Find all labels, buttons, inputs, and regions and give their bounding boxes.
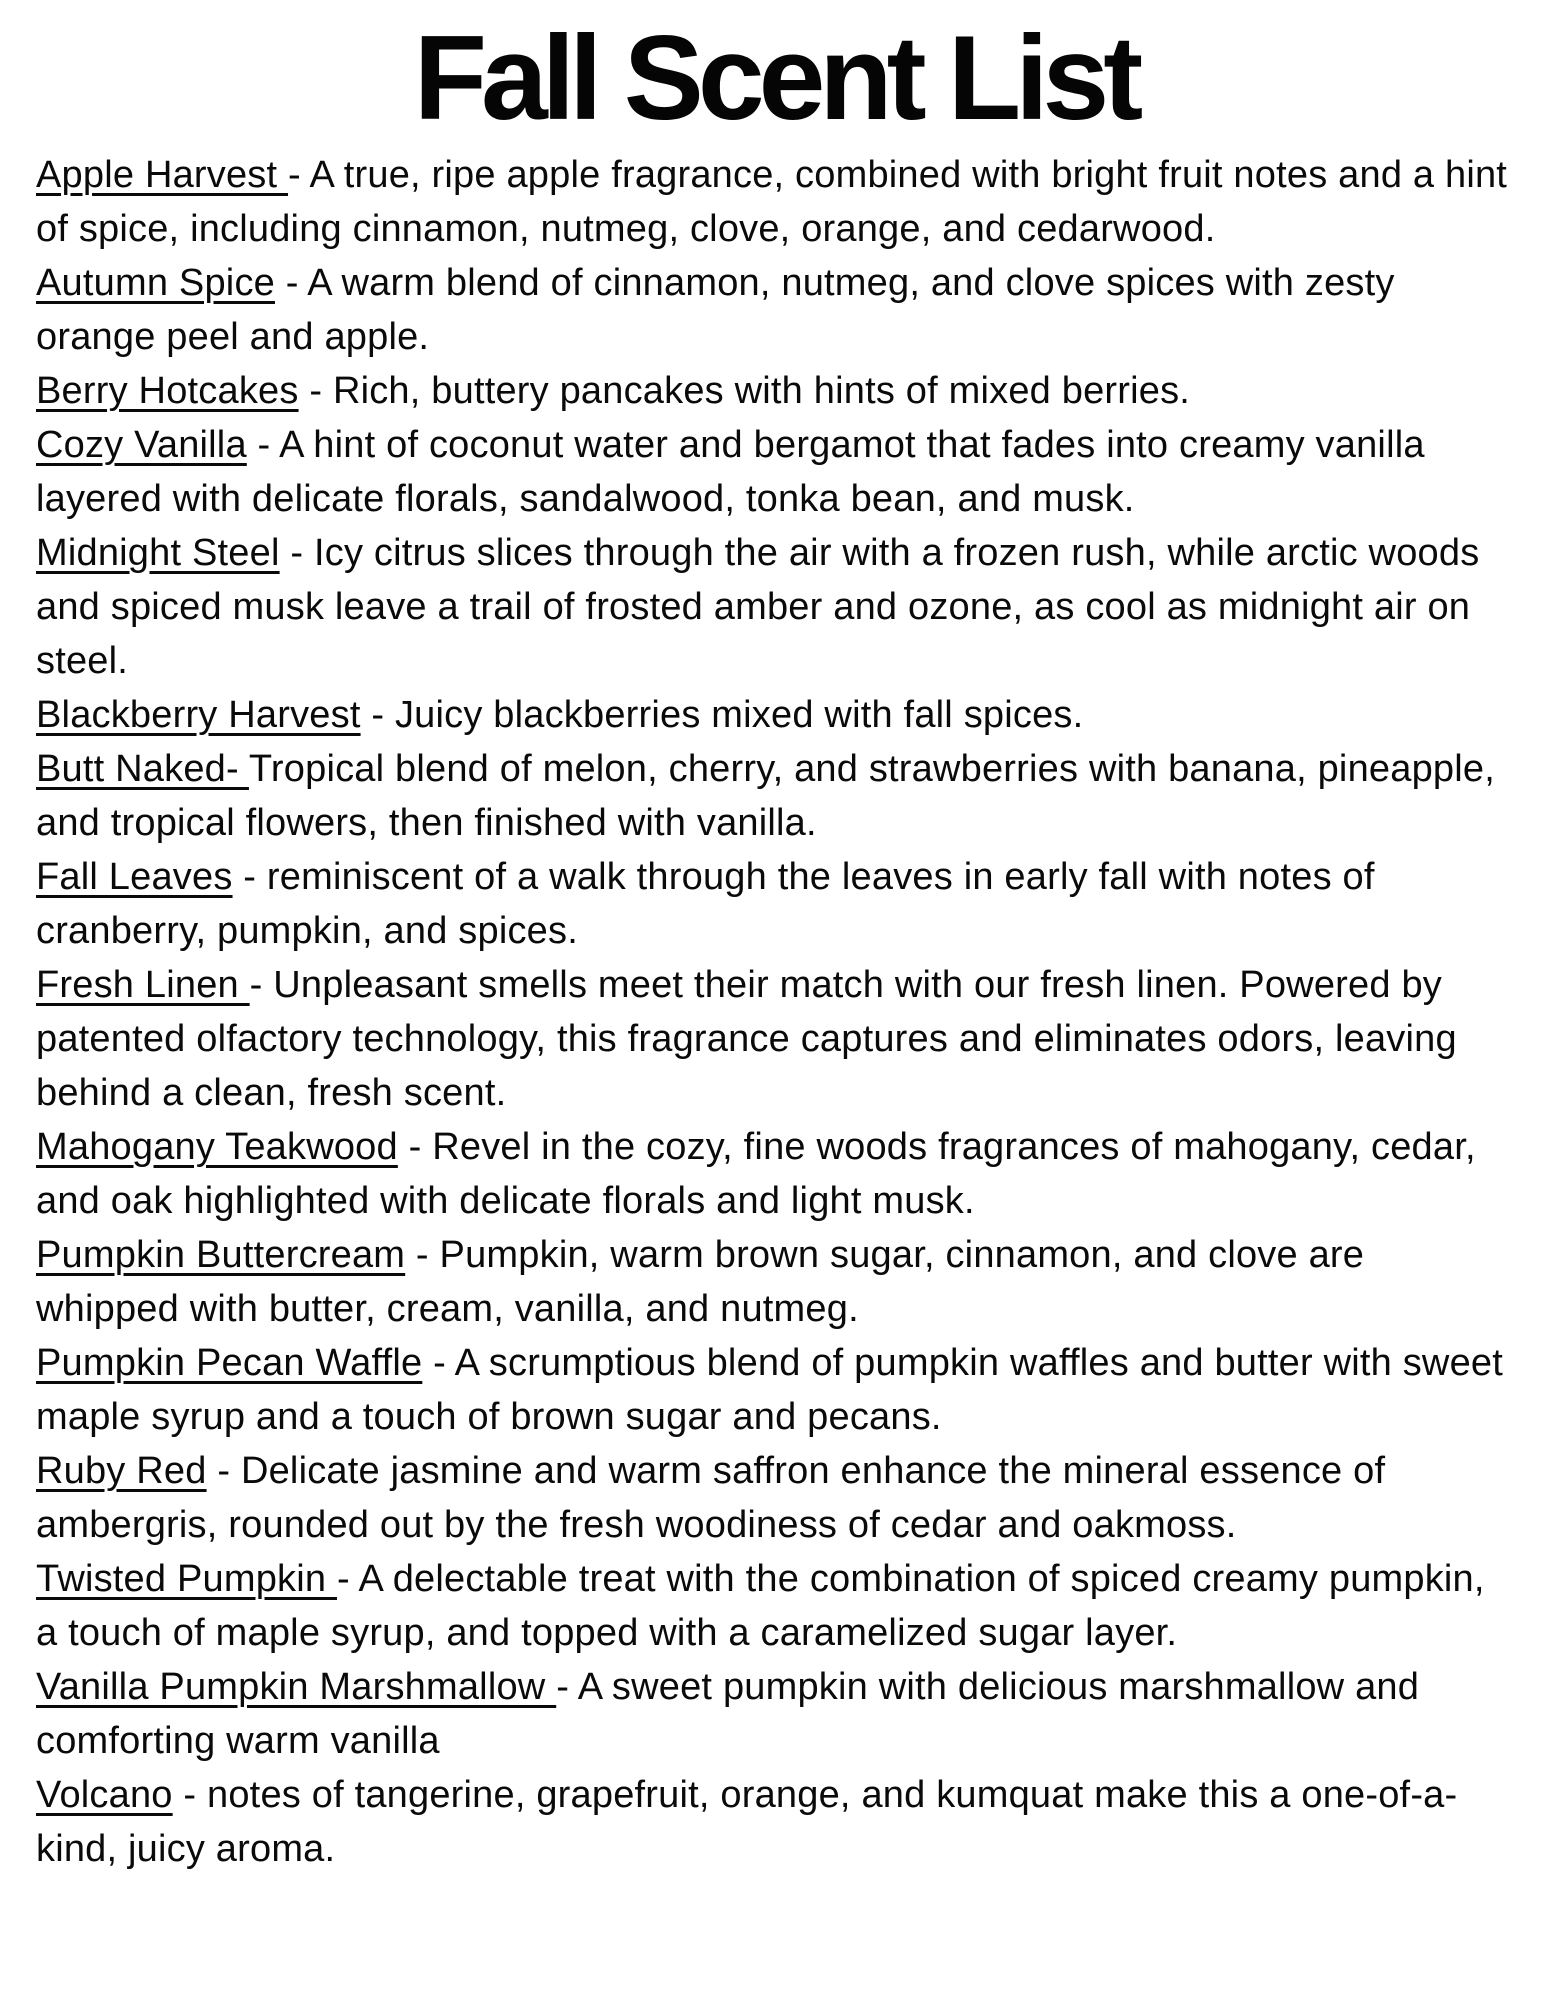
- scent-separator: -: [232, 856, 267, 898]
- scent-name: Mahogany Teakwood: [36, 1126, 398, 1168]
- scent-description: A true, ripe apple fragrance, combined with bright fruit notes and a hint of spice, including cinnamon, nutmeg, clove, orange, and cedarwood.: [36, 154, 1508, 250]
- scent-entry: [36, 1552, 1515, 1660]
- scent-entry: [36, 1120, 1515, 1228]
- scent-name: Midnight Steel: [36, 532, 280, 574]
- scent-entry: [36, 850, 1515, 958]
- scent-description: Juicy blackberries mixed with fall spices.: [394, 694, 1084, 736]
- scent-list: [36, 148, 1515, 1876]
- scent-description: Revel in the cozy, fine woods fragrances of mahogany, cedar, and oak highlighted with delicate florals and light musk.: [36, 1126, 1476, 1222]
- scent-description: A sweet pumpkin with delicious marshmallow and comforting warm vanilla: [36, 1666, 1420, 1762]
- scent-description: Rich, buttery pancakes with hints of mixed berries.: [332, 370, 1191, 412]
- scent-name: Fresh Linen: [36, 964, 250, 1006]
- scent-description: Unpleasant smells meet their match with our fresh linen. Powered by patented olfactory technology, this fragrance captures and eliminates odors, leaving behind a clean, fresh scent.: [36, 964, 1457, 1114]
- scent-entry: [36, 1444, 1515, 1552]
- scent-entry: [36, 526, 1515, 688]
- scent-separator: -: [246, 424, 280, 466]
- scent-name: Fall Leaves: [36, 856, 233, 898]
- scent-separator: -: [397, 1126, 433, 1168]
- scent-description: notes of tangerine, grapefruit, orange, and kumquat make this a one-of-a-kind, juicy aroma.: [36, 1774, 1458, 1870]
- scent-separator: -: [288, 154, 310, 196]
- scent-entry: [36, 742, 1515, 850]
- scent-separator: -: [279, 532, 314, 574]
- scent-name: Cozy Vanilla: [36, 424, 247, 466]
- scent-entry: [36, 688, 1515, 742]
- scent-description: A delectable treat with the combination of spiced creamy pumpkin, a touch of maple syrup, and topped with a caramelized sugar layer.: [36, 1558, 1485, 1654]
- scent-name: Ruby Red: [36, 1450, 207, 1492]
- scent-name: Pumpkin Pecan Waffle: [36, 1342, 423, 1384]
- scent-description: reminiscent of a walk through the leaves in early fall with notes of cranberry, pumpkin, and spices.: [36, 856, 1375, 952]
- scent-description: Pumpkin, warm brown sugar, cinnamon, and clove are whipped with butter, cream, vanilla, and nutmeg.: [36, 1234, 1365, 1330]
- scent-description: Icy citrus slices through the air with a frozen rush, while arctic woods and spiced musk leave a trail of frosted amber and ozone, as cool as midnight air on steel.: [36, 532, 1480, 682]
- scent-entry: [36, 256, 1515, 364]
- scent-separator: -: [249, 964, 274, 1006]
- scent-name: Volcano: [36, 1774, 173, 1816]
- scent-name: Apple Harvest: [36, 154, 289, 196]
- scent-name: Blackberry Harvest: [36, 694, 361, 736]
- scent-separator: -: [405, 1234, 440, 1276]
- scent-name: Autumn Spice: [36, 262, 275, 304]
- scent-separator: -: [360, 694, 395, 736]
- scent-description: A warm blend of cinnamon, nutmeg, and clove spices with zesty orange peel and apple.: [36, 262, 1395, 358]
- scent-description: Tropical blend of melon, cherry, and strawberries with banana, pineapple, and tropical flowers, then finished with vanilla.: [36, 748, 1495, 844]
- scent-entry: [36, 1768, 1515, 1876]
- scent-name: Berry Hotcakes: [36, 370, 299, 412]
- scent-name: Twisted Pumpkin: [36, 1558, 337, 1600]
- scent-entry: [36, 1336, 1515, 1444]
- scent-description: Delicate jasmine and warm saffron enhance the mineral essence of ambergris, rounded out by the fresh woodiness of cedar and oakmoss.: [36, 1450, 1386, 1546]
- scent-separator: -: [556, 1666, 578, 1708]
- scent-entry: [36, 1660, 1515, 1768]
- scent-description: A scrumptious blend of pumpkin waffles and butter with sweet maple syrup and a touch of brown sugar and pecans.: [36, 1342, 1504, 1438]
- scent-separator: -: [172, 1774, 208, 1816]
- scent-name: Pumpkin Buttercream: [36, 1234, 406, 1276]
- scent-name: Butt Naked-: [36, 748, 249, 790]
- scent-description: A hint of coconut water and bergamot that fades into creamy vanilla layered with delicate florals, sandalwood, tonka bean, and musk.: [36, 424, 1425, 520]
- scent-entry: [36, 1228, 1515, 1336]
- scent-separator: -: [422, 1342, 455, 1384]
- scent-separator: -: [206, 1450, 241, 1492]
- scent-entry: [36, 958, 1515, 1120]
- scent-entry: [36, 364, 1515, 418]
- scent-name: Vanilla Pumpkin Marshmallow: [36, 1666, 557, 1708]
- scent-separator: -: [274, 262, 308, 304]
- page-title: Fall Scent List: [413, 11, 1138, 145]
- scent-separator: -: [298, 370, 333, 412]
- scent-separator: -: [336, 1558, 359, 1600]
- scent-entry: [36, 148, 1515, 256]
- scent-entry: [36, 418, 1515, 526]
